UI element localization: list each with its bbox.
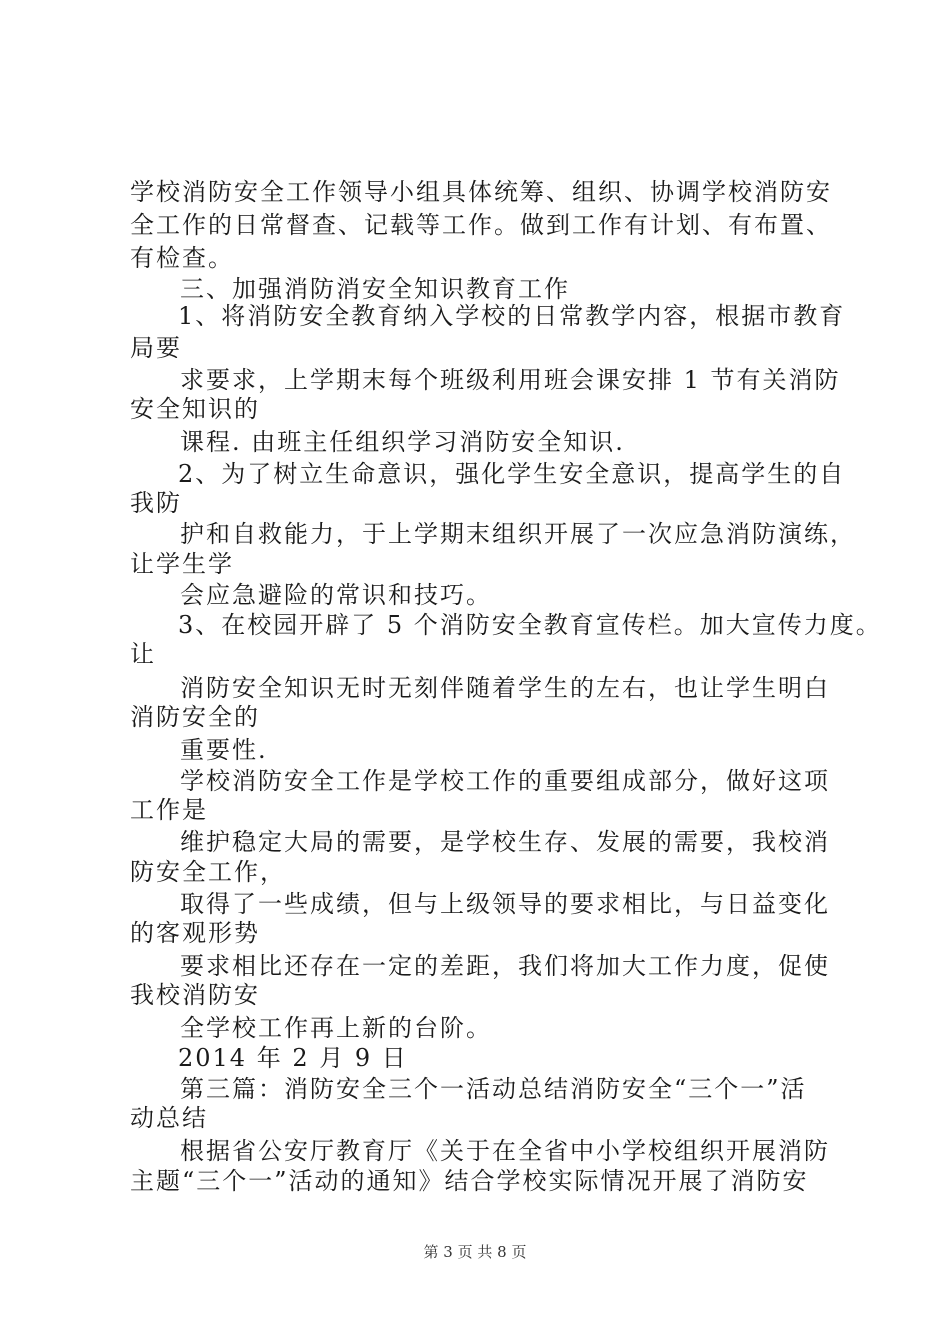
text-line: 学校消防安全工作领导小组具体统筹、组织、协调学校消防安 bbox=[130, 178, 832, 206]
chapter-heading-continued: 动总结 bbox=[130, 1104, 208, 1132]
text-line: 要求相比还存在一定的差距，我们将加大工作力度，促使 bbox=[180, 952, 830, 980]
text-line: 消防安全知识无时无刻伴随着学生的左右，也让学生明白 bbox=[180, 674, 830, 702]
text-line: 消防安全的 bbox=[130, 703, 260, 731]
text-line: 我校消防安 bbox=[130, 981, 260, 1009]
text-line: 根据省公安厅教育厅《关于在全省中小学校组织开展消防 bbox=[180, 1137, 830, 1165]
text-line: 工作是 bbox=[130, 796, 208, 824]
chapter-heading: 第三篇：消防安全三个一活动总结消防安全“三个一”活 bbox=[180, 1075, 807, 1103]
text-line: 课程. 由班主任组织学习消防安全知识. bbox=[180, 428, 625, 456]
text-line: 护和自救能力，于上学期末组织开展了一次应急消防演练， bbox=[180, 520, 856, 548]
page-number-footer: 第 3 页 共 8 页 bbox=[423, 1243, 527, 1261]
text-line: 防安全工作， bbox=[130, 858, 286, 886]
text-line: 2、为了树立生命意识，强化学生安全意识，提高学生的自 bbox=[178, 460, 846, 488]
text-line: 求要求，上学期末每个班级利用班会课安排 1 节有关消防 bbox=[180, 366, 841, 394]
text-line: 全学校工作再上新的台阶。 bbox=[180, 1014, 492, 1042]
text-line: 主题“三个一”活动的通知》结合学校实际情况开展了消防安 bbox=[130, 1167, 809, 1195]
text-line: 学校消防安全工作是学校工作的重要组成部分，做好这项 bbox=[180, 767, 830, 795]
text-line: 全工作的日常督查、记载等工作。做到工作有计划、有布置、 bbox=[130, 211, 832, 239]
text-line: 让学生学 bbox=[130, 550, 234, 578]
text-line: 重要性. bbox=[180, 736, 268, 764]
text-line: 1、将消防安全教育纳入学校的日常教学内容，根据市教育 bbox=[178, 302, 846, 330]
text-line: 维护稳定大局的需要，是学校生存、发展的需要，我校消 bbox=[180, 828, 830, 856]
text-line: 安全知识的 bbox=[130, 395, 260, 423]
document-date: 2014 年 2 月 9 日 bbox=[178, 1044, 408, 1072]
text-line: 取得了一些成绩，但与上级领导的要求相比，与日益变化 bbox=[180, 890, 830, 918]
text-line: 我防 bbox=[130, 489, 182, 517]
text-line: 有检查。 bbox=[130, 244, 234, 272]
text-line: 让 bbox=[130, 640, 156, 668]
text-line: 局要 bbox=[130, 334, 182, 362]
text-line: 3、在校园开辟了 5 个消防安全教育宣传栏。加大宣传力度。 bbox=[178, 611, 882, 639]
section-heading: 三、加强消防消安全知识教育工作 bbox=[180, 275, 570, 303]
text-line: 会应急避险的常识和技巧。 bbox=[180, 581, 492, 609]
text-line: 的客观形势 bbox=[130, 919, 260, 947]
